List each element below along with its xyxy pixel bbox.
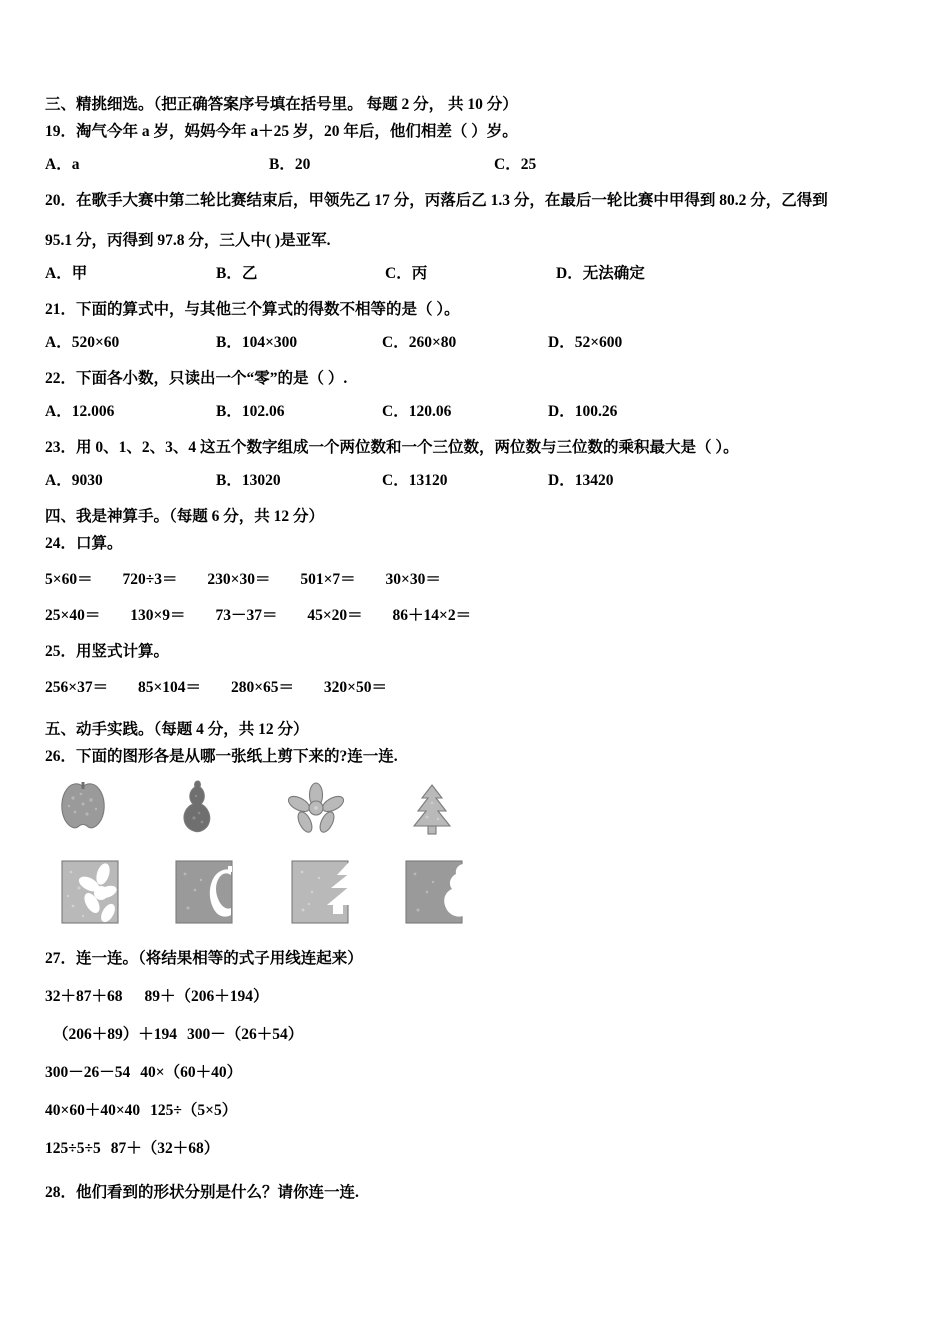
gourd-shape-icon: [168, 778, 246, 840]
match-expression-left[interactable]: 40×60＋40×40: [45, 1102, 141, 1119]
option-19-a[interactable]: A．a: [45, 156, 80, 173]
option-21-b[interactable]: B．104×300: [216, 334, 298, 351]
question-27-row-1: [45, 984, 905, 1006]
option-22-b[interactable]: B．102.06: [216, 403, 285, 420]
section-five-heading: 五、动手实践。（每题 4 分，共 12 分）: [45, 721, 309, 738]
question-27-text: 27．连一连。（将结果相等的式子用线连起来）: [45, 950, 363, 967]
question-28-text: 28．他们看到的形状分别是什么？请你连一连.: [45, 1184, 359, 1201]
option-19-b[interactable]: B．20: [269, 156, 311, 173]
option-20-d[interactable]: D．无法确定: [556, 265, 645, 282]
option-22-a[interactable]: A．12.006: [45, 403, 115, 420]
match-expression-left[interactable]: 32＋87＋68: [45, 988, 123, 1005]
option-23-a[interactable]: A．9030: [45, 472, 103, 489]
option-19-c[interactable]: C．25: [494, 156, 537, 173]
match-expression-right[interactable]: 300－（26＋54）: [187, 1026, 304, 1043]
question-21-text: 21．下面的算式中，与其他三个算式的得数不相等的是（ ）。: [45, 301, 460, 318]
question-22-options: [45, 399, 905, 425]
option-20-a[interactable]: A．甲: [45, 265, 88, 282]
match-expression-left[interactable]: 300－26－54: [45, 1064, 131, 1081]
question-19-options: [45, 152, 905, 178]
section-three-heading: 三、精挑细选。（把正确答案序号填在括号里。 每题 2 分， 共 10 分）: [45, 96, 518, 113]
option-21-d[interactable]: D．52×600: [548, 334, 623, 351]
question-20-text-line2: 95.1 分，丙得到 97.8 分，三人中( )是亚军.: [45, 232, 331, 249]
paper-with-tree-hole-icon: [289, 858, 367, 920]
match-expression-left[interactable]: 125÷5÷5: [45, 1140, 101, 1157]
paper-with-flower-hole-icon: [59, 858, 137, 920]
calc-item: 280×65＝: [230, 679, 295, 696]
question-25-row-1: [45, 675, 905, 697]
option-21-a[interactable]: A．520×60: [45, 334, 120, 351]
flower-shape-icon: [285, 782, 363, 844]
calc-item: 230×30＝: [207, 571, 271, 588]
paper-with-gourd-hole-icon: [403, 858, 481, 920]
option-20-c[interactable]: C．丙: [385, 265, 428, 282]
option-22-d[interactable]: D．100.26: [548, 403, 618, 420]
question-24-row-2: [45, 603, 905, 625]
option-22-c[interactable]: C．120.06: [382, 403, 452, 420]
match-expression-left[interactable]: （206＋89）＋194: [53, 1026, 178, 1043]
section-four-heading: 四、我是神算手。（每题 6 分，共 12 分）: [45, 508, 325, 525]
calc-item: 501×7＝: [300, 571, 356, 588]
option-21-c[interactable]: C．260×80: [382, 334, 457, 351]
question-24-row-1: [45, 567, 905, 589]
question-19-text: 19．淘气今年 a 岁，妈妈今年 a＋25 岁，20 年后，他们相差（ ）岁。: [45, 123, 518, 140]
calc-item: 73－37＝: [215, 607, 278, 624]
paper-with-apple-hole-icon: [173, 858, 251, 920]
question-20-text-line1: 20．在歌手大赛中第二轮比赛结束后，甲领先乙 17 分，丙落后乙 1.3 分，在最后一轮比赛中甲得到 80.2 分，乙得到: [45, 192, 828, 209]
question-26-figure: [53, 780, 523, 930]
question-21-options: [45, 330, 905, 356]
calc-item: 130×9＝: [130, 607, 186, 624]
calc-item: 5×60＝: [45, 571, 93, 588]
match-expression-right[interactable]: 125÷（5×5）: [150, 1102, 238, 1119]
question-27-row-2: [45, 1022, 905, 1044]
question-20-options: [45, 261, 905, 287]
option-23-c[interactable]: C．13120: [382, 472, 448, 489]
page-content: [45, 92, 905, 1206]
calc-item: 85×104＝: [137, 679, 202, 696]
calc-item: 320×50＝: [323, 679, 387, 696]
question-22-text: 22．下面各小数，只读出一个“零”的是（ ）.: [45, 370, 348, 387]
option-23-b[interactable]: B．13020: [216, 472, 281, 489]
question-27-row-4: [45, 1098, 905, 1120]
question-24-text: 24．口算。: [45, 535, 123, 552]
question-23-options: [45, 468, 905, 494]
question-26-text: 26．下面的图形各是从哪一张纸上剪下来的?连一连.: [45, 748, 398, 765]
calc-item: 720÷3＝: [122, 571, 178, 588]
option-20-b[interactable]: B．乙: [216, 265, 258, 282]
apple-shape-icon: [53, 780, 131, 842]
calc-item: 45×20＝: [307, 607, 363, 624]
question-25-text: 25．用竖式计算。: [45, 643, 170, 660]
calc-item: 30×30＝: [385, 571, 441, 588]
question-23-text: 23．用 0、1、2、3、4 这五个数字组成一个两位数和一个三位数，两位数与三位数的乘积最大是（ ）。: [45, 439, 739, 456]
calc-item: 25×40＝: [45, 607, 101, 624]
match-expression-right[interactable]: 87＋（32＋68）: [110, 1140, 220, 1157]
calc-item: 86＋14×2＝: [392, 607, 472, 624]
question-27-row-3: [45, 1060, 905, 1082]
match-expression-right[interactable]: 40×（60＋40）: [140, 1064, 243, 1081]
option-23-d[interactable]: D．13420: [548, 472, 614, 489]
match-expression-right[interactable]: 89＋（206＋194）: [144, 988, 269, 1005]
pine-tree-shape-icon: [403, 783, 481, 845]
question-27-row-5: [45, 1136, 905, 1158]
calc-item: 256×37＝: [45, 679, 109, 696]
